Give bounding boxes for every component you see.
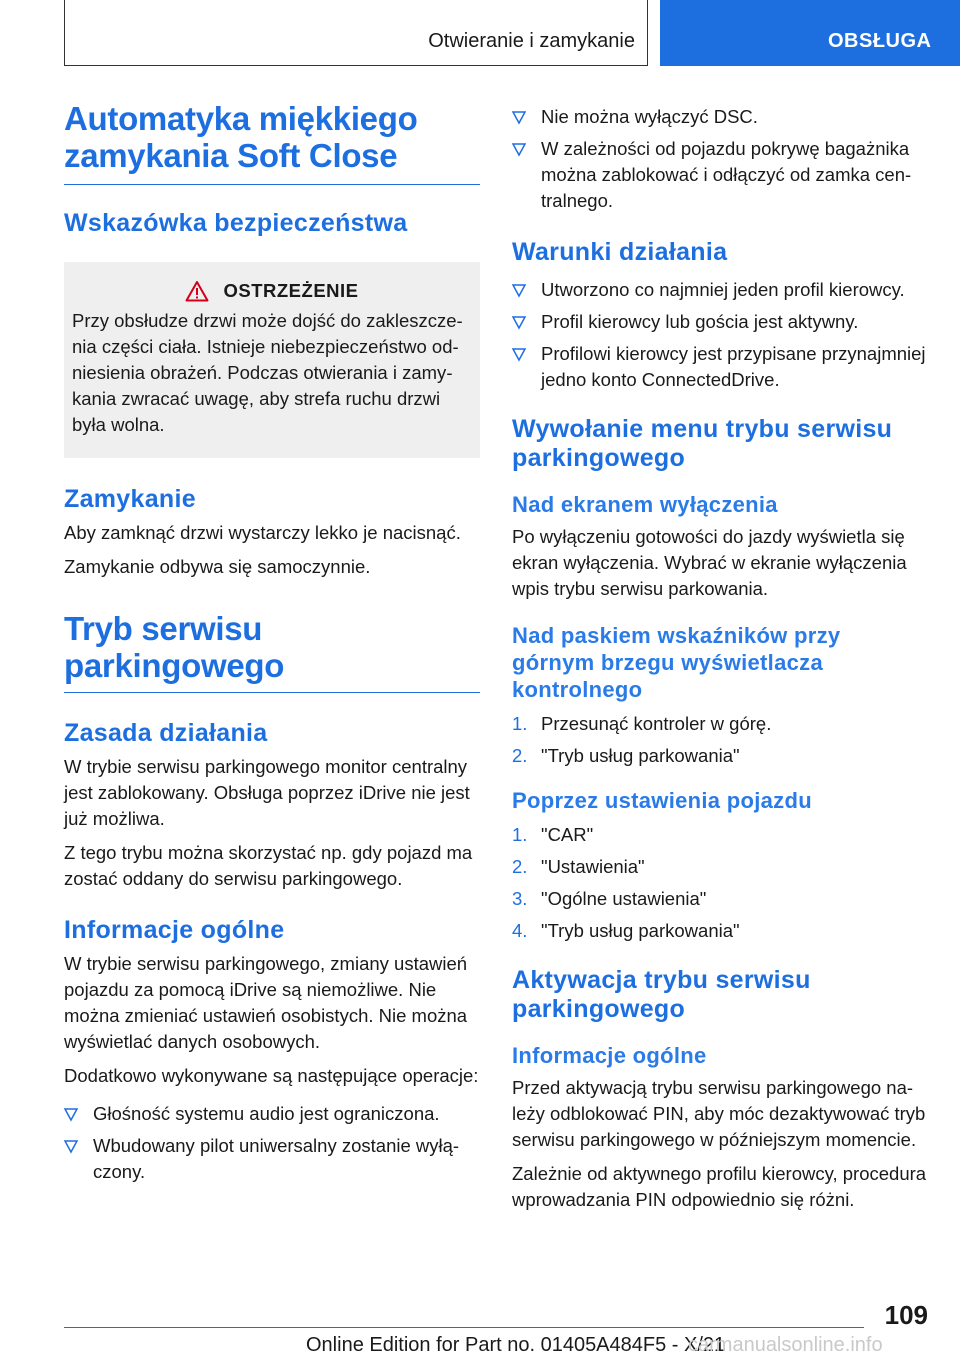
triangle-bullet-icon xyxy=(64,1108,78,1122)
principle-paragraph-2: Z tego trybu można skorzystać np. gdy pojazd ma zostać oddany do serwisu parkingowego. xyxy=(64,842,473,889)
via-settings-steps xyxy=(512,822,928,944)
page-number: 109 xyxy=(884,1300,928,1330)
operations-list xyxy=(64,1101,480,1185)
general2-paragraph-2: Zależnie od aktywnego profilu kierowcy, procedura wprowadzania PIN odpowiednio się różni. xyxy=(512,1163,927,1210)
operations-list-continued xyxy=(512,104,928,214)
heading-principle: Zasada działania xyxy=(64,719,268,747)
left-column xyxy=(64,100,480,1185)
triangle-bullet-icon xyxy=(512,111,526,125)
warning-text: Przy obsłudze drzwi może dojść do zakleszczenia części ciała. Istnieje niebezpieczeństwo odniesienia obrażeń. Podczas otwierania i zamykania zwracać uwagę, aby strefa ruchu drzwi była wolna. xyxy=(72,310,463,435)
heading-activation: Aktywacja trybu serwisu parkingowego xyxy=(512,966,811,1023)
step-item: 1. Przesunąć kontroler w górę. xyxy=(512,713,772,734)
chapter-tab[interactable] xyxy=(660,0,960,66)
list-item: Profil kierowcy lub gościa jest aktywny. xyxy=(512,309,928,335)
heading-soft-close: Automatyka miękkiego zamykania Soft Close xyxy=(64,100,418,174)
warning-label: OSTRZEŻENIE xyxy=(223,280,359,301)
heading-above-screen: Nad ekranem wyłączenia xyxy=(512,492,778,517)
list-item: Utworzono co najmniej jeden profil kierowcy. xyxy=(512,277,928,303)
heading-closing: Zamykanie xyxy=(64,485,196,513)
heading-general-info: Informacje ogólne xyxy=(64,916,285,944)
triangle-bullet-icon xyxy=(512,316,526,330)
section-title: Otwieranie i zamykanie xyxy=(428,30,635,52)
closing-paragraph-2: Zamykanie odbywa się samoczynnie. xyxy=(64,556,371,577)
warning-header xyxy=(72,280,472,302)
above-bar-steps xyxy=(512,711,928,769)
heading-via-settings: Poprzez ustawienia pojazdu xyxy=(512,788,812,813)
heading-safety: Wskazówka bezpieczeństwa xyxy=(64,209,408,237)
heading-conditions: Warunki działania xyxy=(512,238,728,266)
above-screen-paragraph: Po wyłączeniu gotowości do jazdy wyświetla się ekran wyłączenia. Wybrać w ekranie wyłączenia wpis trybu serwisu parkowania. xyxy=(512,526,907,599)
chapter-tab-label: OBSŁUGA xyxy=(828,30,932,52)
step-item: 3. "Ogólne ustawienia" xyxy=(512,888,707,909)
general-paragraph-2: Dodatkowo wykonywane są następujące operacje: xyxy=(64,1065,479,1086)
triangle-bullet-icon xyxy=(64,1140,78,1154)
step-item: 1. "CAR" xyxy=(512,824,594,845)
watermark: carmanualsonline.info xyxy=(688,1334,883,1356)
edition-text: Online Edition for Part no. 01405A484F5 - X/21 xyxy=(306,1334,726,1356)
heading-general-info-2: Informacje ogólne xyxy=(512,1043,707,1068)
general2-paragraph-1: Przed aktywacją trybu serwisu parkingowego należy odblokować PIN, aby móc dezaktywować tryb serwisu parkingowego w późniejszym momencie. xyxy=(512,1077,926,1150)
conditions-list xyxy=(512,277,928,393)
warning-triangle-icon xyxy=(185,280,209,302)
warning-box xyxy=(64,262,480,458)
heading-above-bar: Nad paskiem wskaźników przy górnym brzegu wyświetlacza kontrolnego xyxy=(512,623,841,702)
footer-rule xyxy=(64,1327,864,1328)
right-column xyxy=(512,100,928,1213)
list-item: Nie można wyłączyć DSC. xyxy=(512,104,928,130)
heading-parking-mode: Tryb serwisu parkingowego xyxy=(64,610,285,684)
general-paragraph-1: W trybie serwisu parkingowego, zmiany ustawień pojazdu za pomocą iDrive są niemożliwe. Nie można zmieniać ustawień osobistych. Nie można wyświetlać danych osobowych. xyxy=(64,953,468,1052)
triangle-bullet-icon xyxy=(512,348,526,362)
header-section-box xyxy=(64,0,648,66)
heading-call-menu: Wywołanie menu trybu serwisu parkingowego xyxy=(512,415,893,472)
step-item: 2. "Tryb usług parkowania" xyxy=(512,745,740,766)
list-item: Głośność systemu audio jest ograniczona. xyxy=(64,1101,480,1127)
list-item: W zależności od pojazdu pokrywę bagażnika można zablokować i odłączyć od zamka centralnego. xyxy=(512,136,928,214)
step-item: 4. "Tryb usług parkowania" xyxy=(512,920,740,941)
list-item: Wbudowany pilot uniwersalny zostanie wyłączony. xyxy=(64,1133,480,1185)
step-item: 2. "Ustawienia" xyxy=(512,856,645,877)
heading-rule xyxy=(64,184,480,185)
list-item: Profilowi kierowcy jest przypisane przynajmniej jedno konto ConnectedDrive. xyxy=(512,341,928,393)
triangle-bullet-icon xyxy=(512,284,526,298)
triangle-bullet-icon xyxy=(512,143,526,157)
heading-rule xyxy=(64,692,480,693)
closing-paragraph-1: Aby zamknąć drzwi wystarczy lekko je nacisnąć. xyxy=(64,522,461,543)
principle-paragraph-1: W trybie serwisu parkingowego monitor centralny jest zablokowany. Obsługa poprzez iDrive nie jest już możliwa. xyxy=(64,756,470,829)
